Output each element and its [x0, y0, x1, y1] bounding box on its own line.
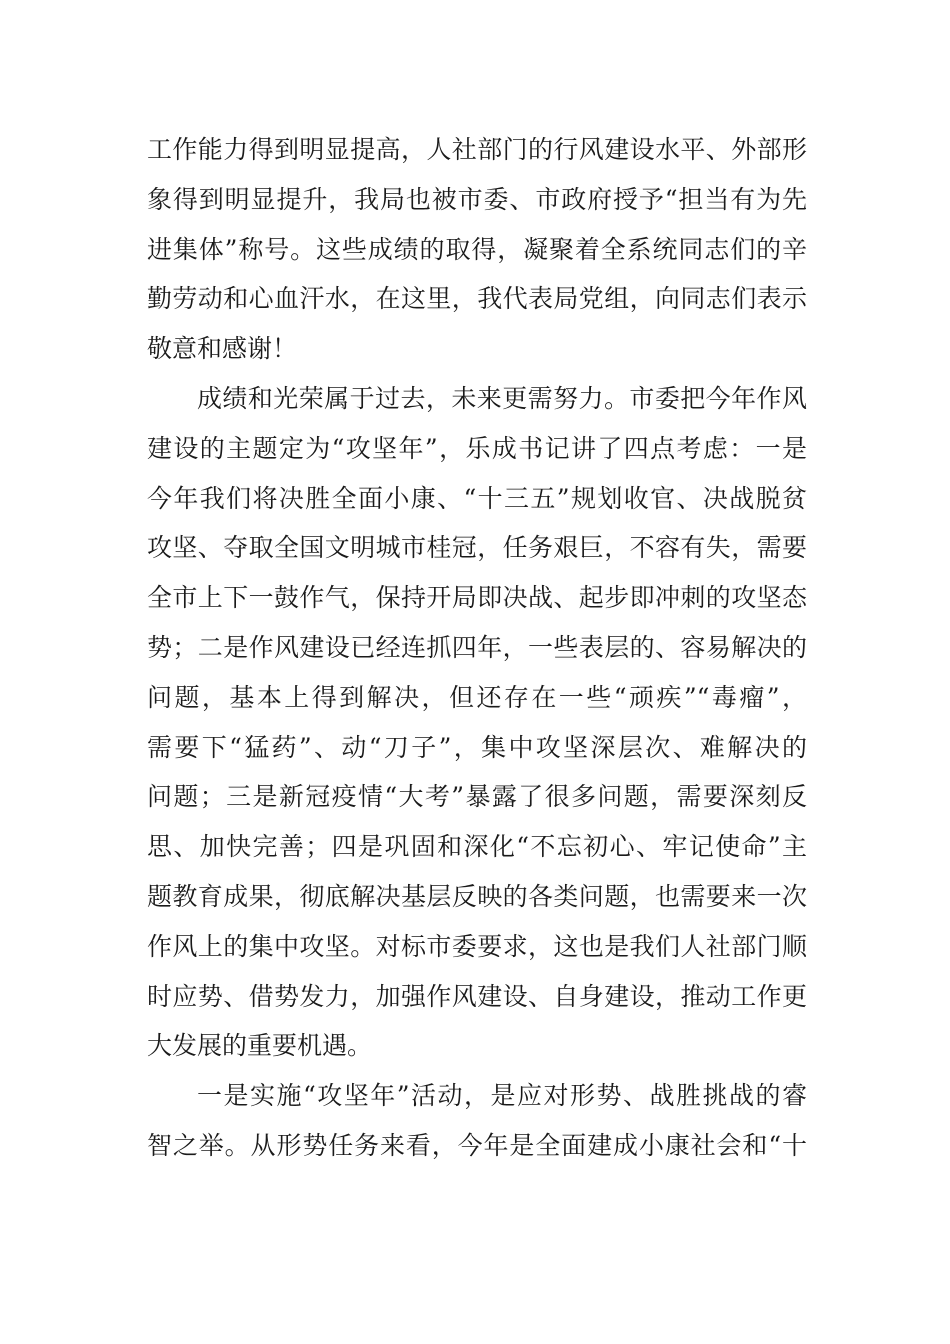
text-line: 建设的主题定为“攻坚年”，乐成书记讲了四点考虑：一是: [147, 433, 807, 463]
text-line: 象得到明显提升，我局也被市委、市政府授予“担当有为先: [147, 184, 807, 214]
text-line: 今年我们将决胜全面小康、“十三五”规划收官、决战脱贫: [147, 483, 807, 513]
text-line: 需要下“猛药”、动“刀子”，集中攻坚深层次、难解决的: [147, 732, 807, 762]
text-line: 思、加快完善；四是巩固和深化“不忘初心、牢记使命”主: [147, 832, 807, 862]
paragraph-achievements: [147, 125, 807, 374]
paragraph-wise-move: [147, 1071, 807, 1171]
text-line: 大发展的重要机遇。: [147, 1031, 373, 1061]
text-line: 智之举。从形势任务来看，今年是全面建成小康社会和“十: [147, 1130, 807, 1160]
text-line: 题教育成果，彻底解决基层反映的各类问题，也需要来一次: [147, 881, 807, 911]
text-line: 攻坚、夺取全国文明城市桂冠，任务艰巨，不容有失，需要: [147, 533, 807, 563]
text-line: 进集体”称号。这些成绩的取得，凝聚着全系统同志们的辛: [147, 234, 807, 264]
text-line: 作风上的集中攻坚。对标市委要求，这也是我们人社部门顺: [147, 931, 807, 961]
text-line: 勤劳动和心血汗水，在这里，我代表局党组，向同志们表示: [147, 284, 807, 314]
text-line: 成绩和光荣属于过去，未来更需努力。市委把今年作风: [197, 383, 807, 413]
text-line: 一是实施“攻坚年”活动，是应对形势、战胜挑战的睿: [197, 1081, 807, 1111]
text-line: 工作能力得到明显提高，人社部门的行风建设水平、外部形: [147, 135, 807, 164]
document-body: [147, 125, 807, 1171]
text-line: 全市上下一鼓作气，保持开局即决战、起步即冲刺的攻坚态: [147, 583, 807, 613]
text-line: 问题；三是新冠疫情“大考”暴露了很多问题，需要深刻反: [147, 782, 807, 812]
text-line: 时应势、借势发力，加强作风建设、自身建设，推动工作更: [147, 981, 807, 1011]
text-line: 敬意和感谢！: [147, 334, 298, 364]
paragraph-tough-year: [147, 374, 807, 1071]
text-line: 势；二是作风建设已经连抓四年，一些表层的、容易解决的: [147, 632, 807, 662]
text-line: 问题，基本上得到解决，但还存在一些“顽疾”“毒瘤”，: [147, 682, 807, 712]
